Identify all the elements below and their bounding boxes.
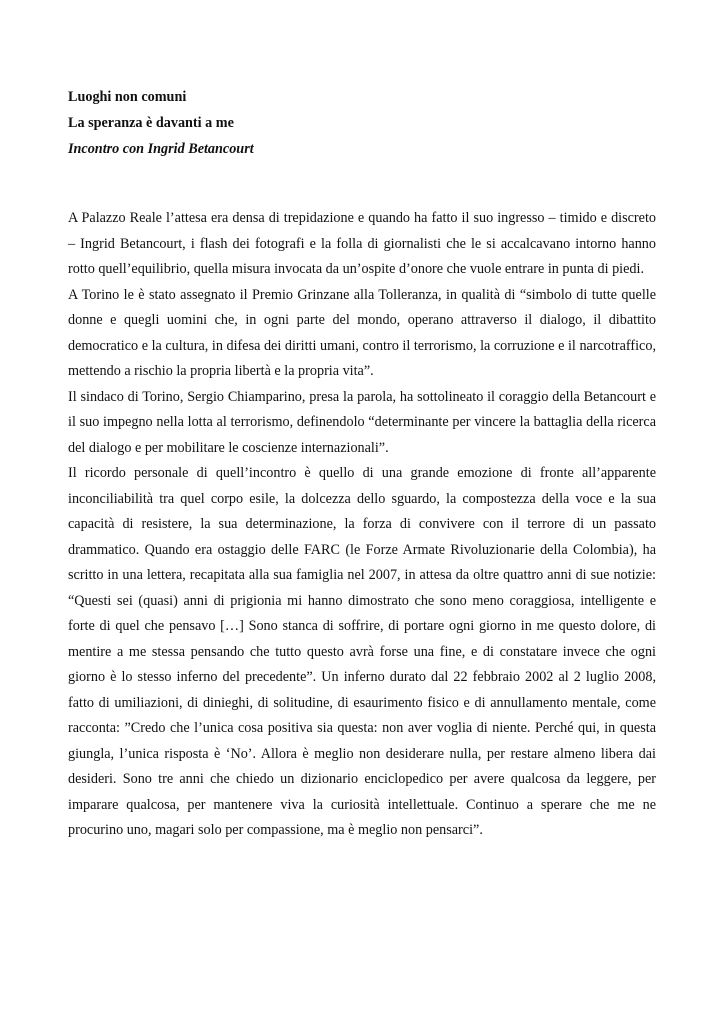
paragraph: Il ricordo personale di quell’incontro è quello di una grande emozione di fronte all’apparente inconciliabilità tra quel corpo esile, la dolcezza dello sguardo, la compostezza della voce e la sua capacità di resistere, la sua determinazione, la forza di convivere con il terrore di un passato drammatico. Quando era ostaggio delle FARC (le Forze Armate Rivoluzionarie della Colombia), ha scritto in una lettera, recapitata alla sua famiglia nel 2007, in attesa da oltre quattro anni di sue notizie: “Questi sei (quasi) anni di prigionia mi hanno dimostrato che sono meno coraggiosa, intelligente e forte di quel che pensavo […] Sono stanca di soffrire, di portare ogni giorno in me questo dolore, di mentire a me stessa pensando che tutto questo avrà forse una fine, e di constatare invece che ogni giorno è lo stesso inferno del precedente”. Un inferno durato dal 22 febbraio 2002 al 2 luglio 2008, fatto di umiliazioni, di dinieghi, di solitudine, di esaurimento fisico e di annullamento mentale, come racconta: ”Credo che l’unica cosa positiva sia questa: non aver voglia di niente. Perché qui, in questa giungla, l’unica risposta è ‘No’. Allora è meglio non desiderare nulla, per restare almeno libera dai desideri. Sono tre anni che chiedo un dizionario enciclopedico per avere qualcosa da leggere, per imparare qualcosa, per mantenere viva la curiosità intellettuale. Continuo a sperare che me ne procurino uno, magari solo per compassione, ma è meglio non pensarci”. bbox=[68, 465, 656, 838]
article-subtitle: Incontro con Ingrid Betancourt bbox=[68, 141, 254, 157]
article-body bbox=[68, 206, 656, 844]
series-title: Luoghi non comuni bbox=[68, 89, 187, 105]
document-header bbox=[68, 84, 658, 162]
paragraph: A Palazzo Reale l’attesa era densa di trepidazione e quando ha fatto il suo ingresso – timido e discreto – Ingrid Betancourt, i flash dei fotografi e la folla di giornalisti che le si accalcavano intorno hanno rotto quell’equilibrio, quella misura invocata da un’ospite d’onore che vuole entrare in punta di piedi. bbox=[68, 210, 656, 277]
paragraph: A Torino le è stato assegnato il Premio Grinzane alla Tolleranza, in qualità di “simbolo di tutte quelle donne e quegli uomini che, in ogni parte del mondo, operano attraverso il dialogo, il dibattito democratico e la cultura, in difesa dei diritti umani, contro il terrorismo, la corruzione e il narcotraffico, mettendo a rischio la propria libertà e la propria vita”. bbox=[68, 286, 656, 379]
paragraph: Il sindaco di Torino, Sergio Chiamparino, presa la parola, ha sottolineato il coraggio della Betancourt e il suo impegno nella lotta al terrorismo, definendolo “determinante per vincere la battaglia della ricerca del dialogo e per mobilitare le coscienze internazionali”. bbox=[68, 388, 656, 456]
article-title: La speranza è davanti a me bbox=[68, 115, 234, 131]
